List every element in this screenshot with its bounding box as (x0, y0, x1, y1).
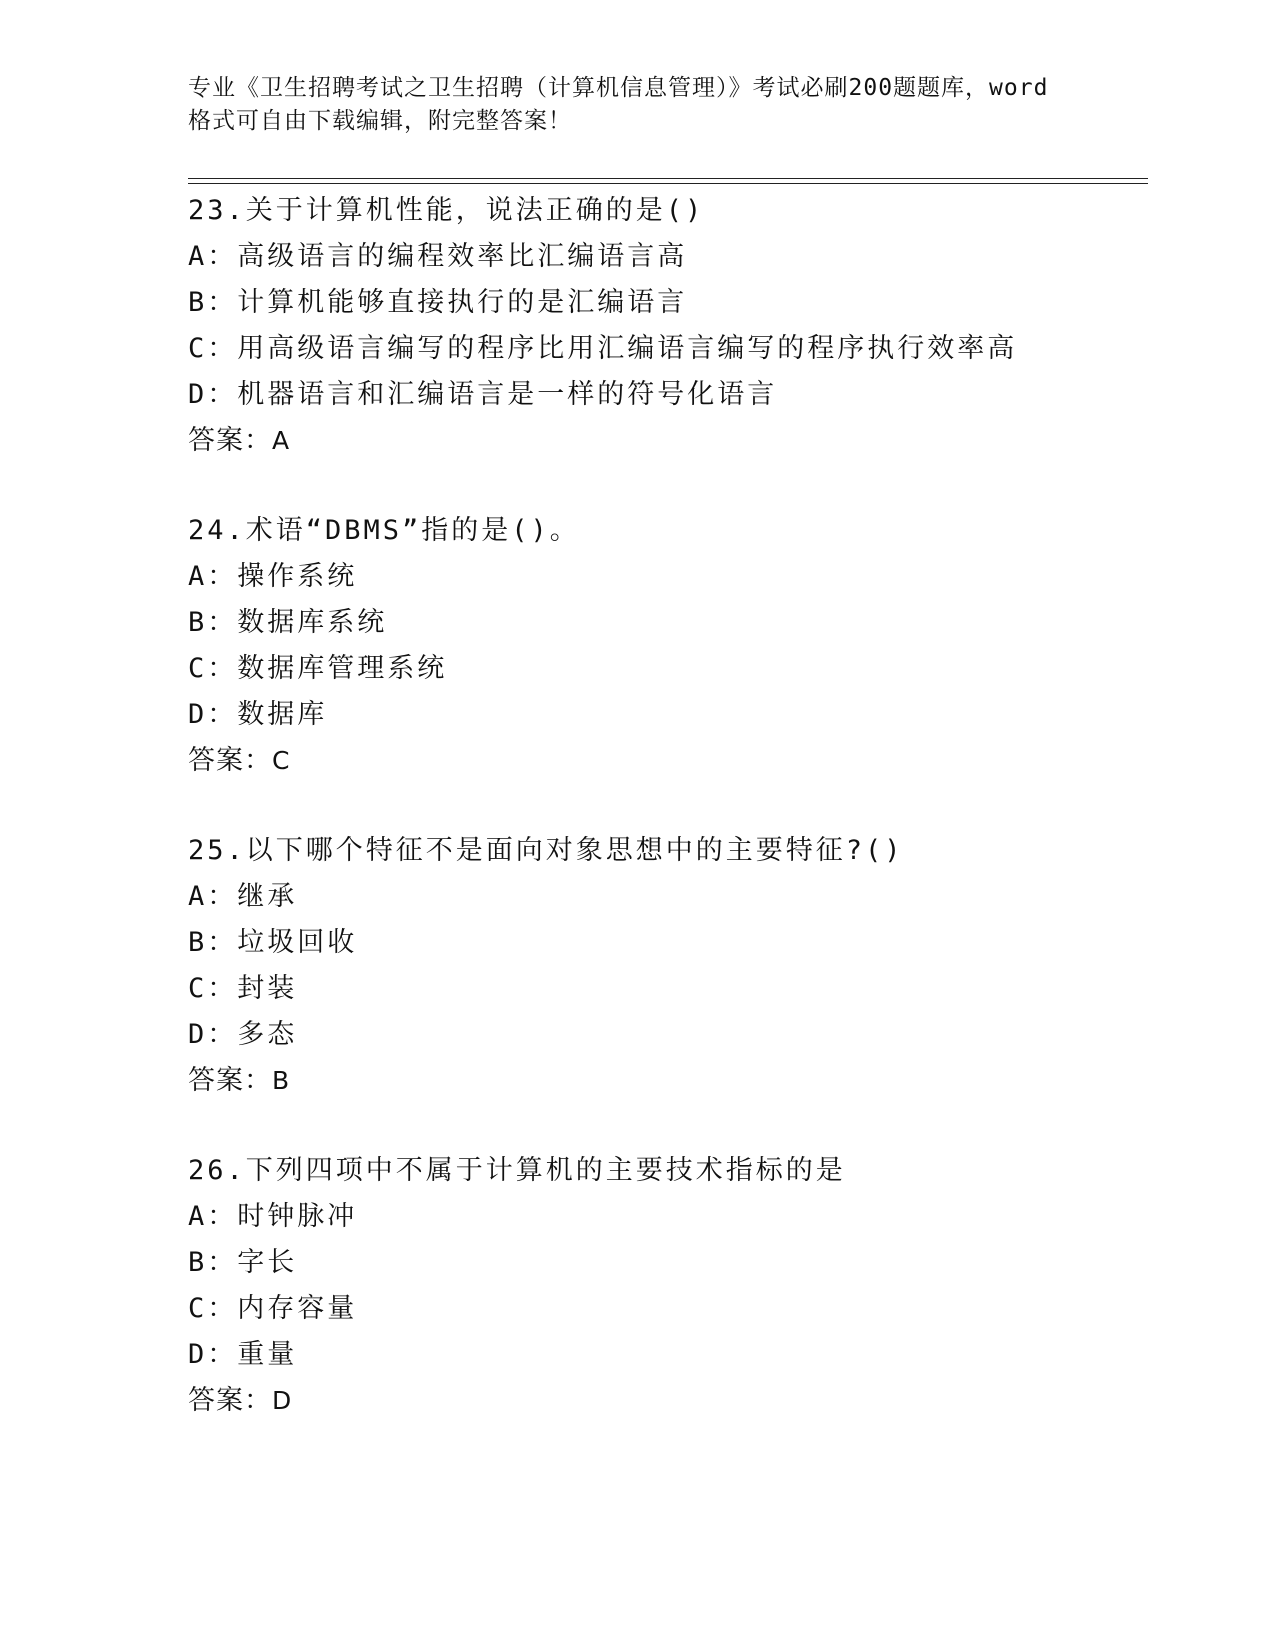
answer-label: 答案： (188, 1385, 272, 1416)
question-stem: 23.关于计算机性能，说法正确的是() (188, 195, 705, 226)
answer-label: 答案： (188, 1065, 272, 1096)
option-c: C：数据库管理系统 (188, 653, 448, 684)
option-b: B：数据库系统 (188, 607, 388, 638)
answer-value: C (272, 746, 290, 775)
answer-value: B (272, 1066, 290, 1095)
question-stem: 24.术语“DBMS”指的是()。 (188, 515, 580, 546)
option-b: B：垃圾回收 (188, 927, 358, 958)
option-c: C：内存容量 (188, 1293, 358, 1324)
answer-value: A (272, 426, 290, 455)
option-d: D：数据库 (188, 699, 328, 730)
answer-line (188, 1058, 1148, 1104)
question-block-25 (188, 828, 1148, 1104)
option-d: D：多态 (188, 1019, 298, 1050)
question-stem: 25.以下哪个特征不是面向对象思想中的主要特征?() (188, 835, 904, 866)
header-divider-top (188, 178, 1148, 179)
question-stem: 26.下列四项中不属于计算机的主要技术指标的是 (188, 1155, 846, 1186)
question-block-24 (188, 508, 1148, 784)
header-divider-bottom (188, 183, 1148, 184)
header-title-line-1: 专业《卫生招聘考试之卫生招聘（计算机信息管理）》考试必刷200题题库，word (188, 75, 1049, 101)
option-d: D：重量 (188, 1339, 298, 1370)
answer-line (188, 738, 1148, 784)
option-a: A：继承 (188, 881, 298, 912)
option-a: A：高级语言的编程效率比汇编语言高 (188, 241, 688, 272)
option-b: B：计算机能够直接执行的是汇编语言 (188, 287, 688, 318)
answer-line (188, 1378, 1148, 1424)
answer-label: 答案： (188, 745, 272, 776)
answer-label: 答案： (188, 425, 272, 456)
question-block-23 (188, 188, 1148, 464)
option-a: A：操作系统 (188, 561, 358, 592)
option-a: A：时钟脉冲 (188, 1201, 358, 1232)
option-d: D：机器语言和汇编语言是一样的符号化语言 (188, 379, 778, 410)
question-block-26 (188, 1148, 1148, 1424)
header-title-line-2: 格式可自由下载编辑，附完整答案！ (188, 108, 572, 134)
option-c: C：封装 (188, 973, 298, 1004)
option-b: B：字长 (188, 1247, 298, 1278)
document-header (188, 72, 1088, 138)
answer-value: D (272, 1386, 292, 1415)
answer-line (188, 418, 1148, 464)
option-c: C：用高级语言编写的程序比用汇编语言编写的程序执行效率高 (188, 333, 1018, 364)
